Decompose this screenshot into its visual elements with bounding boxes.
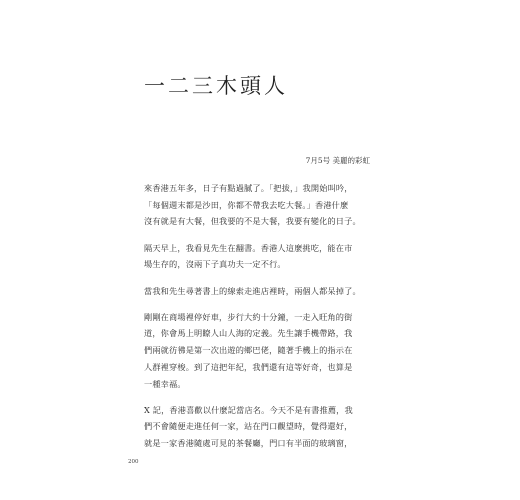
text-line: X 記，香港喜歡以什麼記當店名。今天不是有書推薦，我 — [144, 404, 353, 415]
text-line: 道，你會馬上明瞭人山人海的定義。先生讓手機帶路，我 — [144, 328, 353, 339]
text-line: 「每個週末都是沙田，你都不帶我去吃大餐。」香港什麼 — [144, 199, 349, 210]
page-number: 200 — [128, 459, 139, 465]
paragraph-2 — [144, 240, 372, 273]
chapter-title: 一二三木頭人 — [144, 74, 288, 98]
paragraph-4 — [144, 309, 372, 393]
text-line: 沒有就是有大餐，但我要的不是大餐，我要有變化的日子。 — [144, 216, 361, 227]
paragraph-3 — [144, 283, 372, 300]
body-text — [144, 180, 372, 461]
text-line: 隔天早上，我看見先生在翻書。香港人這麼挑吃，能在市 — [144, 242, 353, 253]
text-line: 就是一家香港隨處可見的茶餐廳，門口有半面的玻璃窗， — [144, 438, 353, 449]
text-line: 來香港五年多，日子有點過膩了。「把拔，」我開始叫吟， — [144, 183, 353, 193]
text-line: 們兩就彷彿是第一次出遊的鄉巴佬，隨著手機上的指示在 — [144, 345, 353, 356]
text-line: 剛剛在商場裡停好車，步行大約十分鐘，一走入旺角的街 — [144, 311, 353, 322]
paragraph-1 — [144, 180, 372, 230]
text-line: 一種幸福。 — [144, 378, 186, 389]
paragraph-5 — [144, 402, 372, 452]
diary-date-heading: 7月5号 美麗的彩虹 — [305, 156, 370, 165]
text-line: 人群裡穿梭。到了這把年紀，我們還有這等好奇，也算是 — [144, 361, 353, 372]
text-line: 場生存的，沒兩下子真功夫一定不行。 — [144, 259, 286, 270]
text-line: 們不會隨便走進任何一家，站在門口觀望時，覺得還好， — [144, 421, 353, 432]
text-line: 當我和先生尋著書上的線索走進店裡時，兩個人都呆掉了。 — [144, 285, 361, 296]
